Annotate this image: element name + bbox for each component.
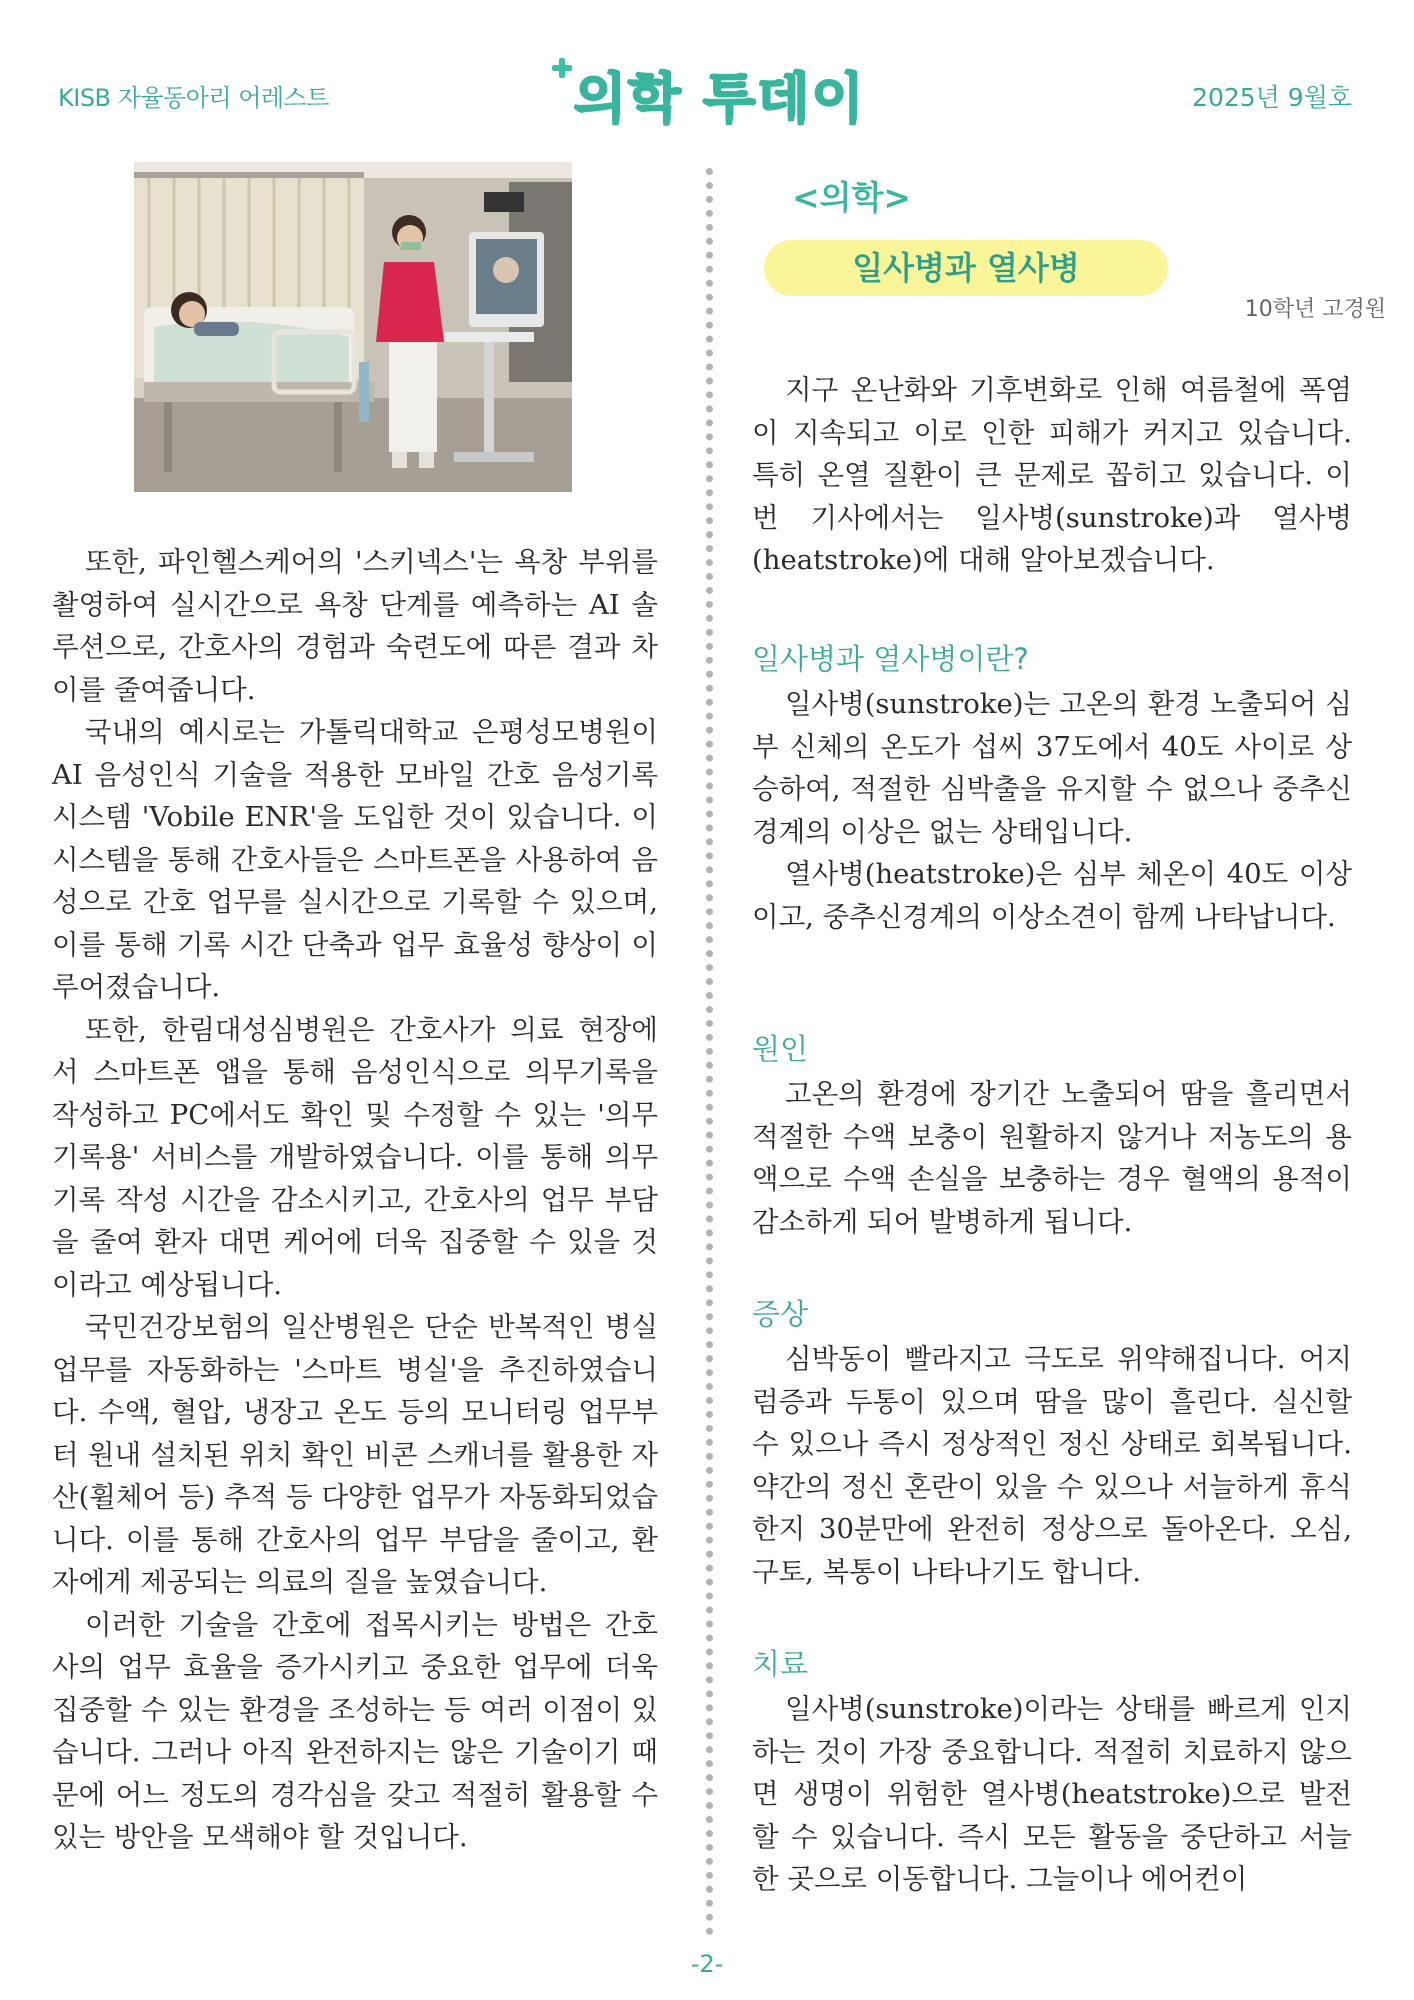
section-treatment-body xyxy=(752,1688,1352,1901)
left-paragraph: 이러한 기술을 간호에 접목시키는 방법은 간호사의 업무 효율을 증가시키고 중요한 업무에 더욱 집중할 수 있는 환경을 조성하는 등 여러 이점이 있습니다. 그러나 아직 완전하지는 않은 기술이기 때문에 어느 정도의 경각심을 갖고 적절히 활용할 수 있는 방안을 모색해야 할 것입니다. xyxy=(52,1608,658,1853)
section-heading-definition: 일사병과 열사병이란? xyxy=(752,642,1029,676)
section-paragraph: 일사병(sunstroke)는 고온의 환경 노출되어 심부 신체의 온도가 섭씨 37도에서 40도 사이로 상승하여, 적절한 심박출을 유지할 수 없으나 중추신경계의 이상은 없는 상태입니다. xyxy=(752,688,1352,848)
section-paragraph: 열사병(heatstroke)은 심부 체온이 40도 이상이고, 중추신경계의 이상소견이 함께 나타납니다. xyxy=(752,858,1352,933)
hospital-room-illustration xyxy=(134,162,572,492)
masthead-title: 의학 투데이 xyxy=(574,67,866,130)
section-symptoms-body xyxy=(752,1338,1352,1593)
medical-cross-icon xyxy=(550,56,574,80)
page-number: -2- xyxy=(690,1950,724,1978)
article-title: 일사병과 열사병 xyxy=(764,240,1168,296)
left-paragraph: 국내의 예시로는 가톨릭대학교 은평성모병원이 AI 음성인식 기술을 적용한 모바일 간호 음성기록 시스템 'Vobile ENR'을 도입한 것이 있습니다. 이 시스템을 통해 간호사들은 스마트폰을 사용하여 음성으로 간호 업무를 실시간으로 기록할 수 있으며, 이를 통해 기록 시간 단축과 업무 효율성 향상이 이루어졌습니다. xyxy=(52,716,658,1003)
left-column xyxy=(52,541,658,1859)
section-definition-body xyxy=(752,683,1352,938)
column-divider xyxy=(706,168,713,1936)
article-intro-block xyxy=(752,369,1352,582)
club-name: KISB 자율동아리 어레스트 xyxy=(58,84,329,112)
article-intro: 지구 온난화와 기후변화로 인해 여름철에 폭염이 지속되고 이로 인한 피해가 커지고 있습니다. 특히 온열 질환이 큰 문제로 꼽히고 있습니다. 이번 기사에서는 일사병(sunstroke)과 열사병(heatstroke)에 대해 알아보겠습니다. xyxy=(752,374,1352,576)
issue-date: 2025년 9월호 xyxy=(1192,83,1352,112)
section-paragraph: 심박동이 빨라지고 극도로 위약해집니다. 어지럼증과 두통이 있으며 땀을 많이 흘린다. 실신할 수 있으나 즉시 정상적인 정신 상태로 회복됩니다. 약간의 정신 혼란이 있을 수 있으나 서늘하게 휴식한지 30분만에 완전히 정상으로 돌아온다. 오심, 구토, 복통이 나타나기도 합니다. xyxy=(752,1343,1352,1588)
left-paragraph: 또한, 파인헬스케어의 '스키넥스'는 욕창 부위를 촬영하여 실시간으로 욕창 단계를 예측하는 AI 솔루션으로, 간호사의 경험과 숙련도에 따른 결과 차이를 줄여줍니다. xyxy=(52,546,658,706)
section-paragraph: 고온의 환경에 장기간 노출되어 땀을 흘리면서 적절한 수액 보충이 원활하지 않거나 저농도의 용액으로 수액 손실을 보충하는 경우 혈액의 용적이 감소하게 되어 발병하게 됩니다. xyxy=(752,1078,1352,1238)
section-paragraph: 일사병(sunstroke)이라는 상태를 빠르게 인지하는 것이 가장 중요합니다. 적절히 치료하지 않으면 생명이 위험한 열사병(heatstroke)으로 발전할 수 있습니다. 즉시 모든 활동을 중단하고 서늘한 곳으로 이동합니다. 그늘이나 에어컨이 xyxy=(752,1693,1352,1895)
masthead xyxy=(550,56,870,130)
section-heading-symptoms: 증상 xyxy=(752,1297,809,1331)
article-author: 10학년 고경원 xyxy=(1244,297,1386,322)
section-heading-treatment: 치료 xyxy=(752,1647,809,1681)
section-cause-body xyxy=(752,1073,1352,1243)
section-tag: <의학> xyxy=(792,178,912,217)
left-paragraph: 또한, 한림대성심병원은 간호사가 의료 현장에서 스마트폰 앱을 통해 음성인식으로 의무기록을 작성하고 PC에서도 확인 및 수정할 수 있는 '의무 기록용' 서비스를 개발하였습니다. 이를 통해 의무기록 작성 시간을 감소시키고, 간호사의 업무 부담을 줄여 환자 대면 케어에 더욱 집중할 수 있을 것이라고 예상됩니다. xyxy=(52,1013,658,1301)
section-heading-cause: 원인 xyxy=(752,1032,809,1066)
left-paragraph: 국민건강보험의 일산병원은 단순 반복적인 병실 업무를 자동화하는 '스마트 병실'을 추진하였습니다. 수액, 혈압, 냉장고 온도 등의 모니터링 업무부터 원내 설치된 위치 확인 비콘 스캐너를 활용한 자산(휠체어 등) 추적 등 다양한 업무가 자동화되었습니다. 이를 통해 간호사의 업무 부담을 줄이고, 환자에게 제공되는 의료의 질을 높였습니다. xyxy=(52,1311,658,1598)
hospital-room-photo xyxy=(134,162,572,492)
